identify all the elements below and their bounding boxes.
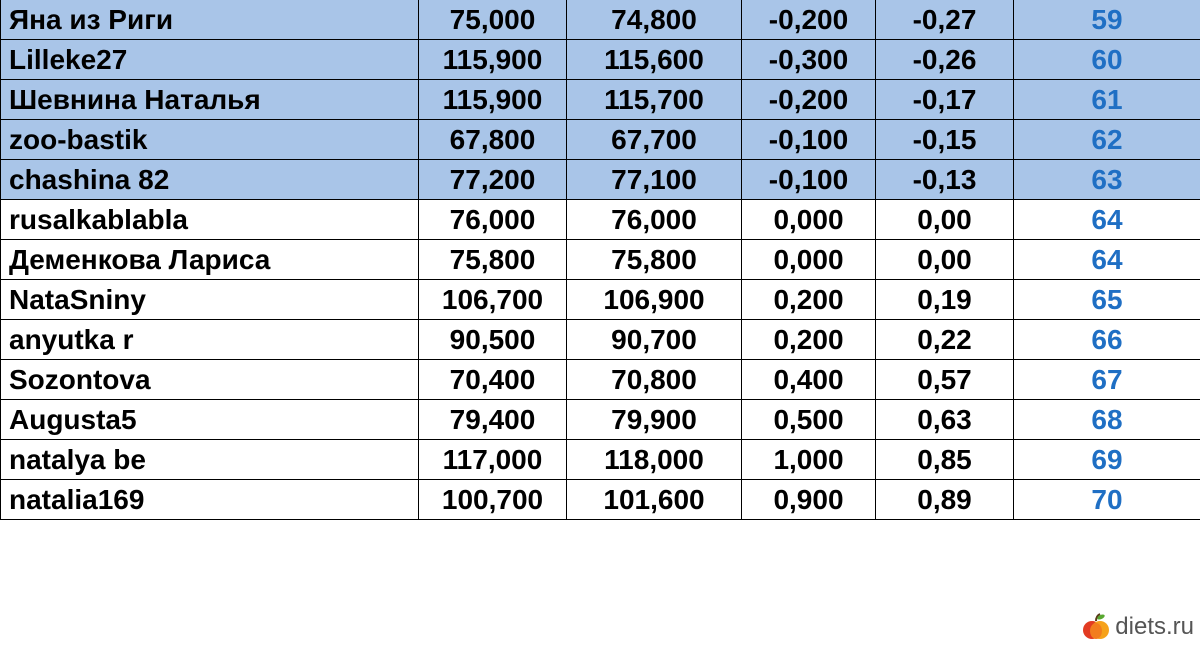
current-weight-cell: 115,700 [567, 80, 742, 120]
start-weight-cell: 75,000 [419, 0, 567, 40]
table-row [1, 0, 1200, 40]
name-cell: anyutka r [1, 320, 419, 360]
table-row [1, 40, 1200, 80]
weight-change-cell: -0,200 [742, 80, 876, 120]
rank-cell: 63 [1014, 160, 1200, 200]
current-weight-cell: 75,800 [567, 240, 742, 280]
start-weight-cell: 79,400 [419, 400, 567, 440]
start-weight-cell: 67,800 [419, 120, 567, 160]
weight-change-cell: 0,200 [742, 280, 876, 320]
name-cell: Sozontova [1, 360, 419, 400]
start-weight-cell: 115,900 [419, 40, 567, 80]
percent-change-cell: 0,00 [876, 200, 1014, 240]
percent-change-cell: -0,26 [876, 40, 1014, 80]
table-row [1, 400, 1200, 440]
weight-change-cell: 0,000 [742, 200, 876, 240]
rank-cell: 61 [1014, 80, 1200, 120]
percent-change-cell: 0,63 [876, 400, 1014, 440]
start-weight-cell: 70,400 [419, 360, 567, 400]
percent-change-cell: -0,15 [876, 120, 1014, 160]
name-cell: Augusta5 [1, 400, 419, 440]
name-cell: Шевнина Наталья [1, 80, 419, 120]
table-row [1, 120, 1200, 160]
weight-change-cell: 0,900 [742, 480, 876, 520]
weight-change-cell: 1,000 [742, 440, 876, 480]
rank-cell: 62 [1014, 120, 1200, 160]
weight-change-cell: 0,200 [742, 320, 876, 360]
name-cell: zoo-bastik [1, 120, 419, 160]
rank-cell: 66 [1014, 320, 1200, 360]
start-weight-cell: 117,000 [419, 440, 567, 480]
weight-change-cell: 0,400 [742, 360, 876, 400]
start-weight-cell: 75,800 [419, 240, 567, 280]
rank-cell: 68 [1014, 400, 1200, 440]
rank-cell: 65 [1014, 280, 1200, 320]
name-cell: NataSniny [1, 280, 419, 320]
rank-cell: 69 [1014, 440, 1200, 480]
start-weight-cell: 77,200 [419, 160, 567, 200]
percent-change-cell: 0,89 [876, 480, 1014, 520]
table-row [1, 280, 1200, 320]
percent-change-cell: -0,27 [876, 0, 1014, 40]
start-weight-cell: 90,500 [419, 320, 567, 360]
table-body [1, 0, 1200, 520]
site-watermark [1081, 612, 1194, 642]
percent-change-cell: -0,13 [876, 160, 1014, 200]
weight-change-cell: -0,100 [742, 160, 876, 200]
name-cell: chashina 82 [1, 160, 419, 200]
current-weight-cell: 118,000 [567, 440, 742, 480]
name-cell: Lilleke27 [1, 40, 419, 80]
current-weight-cell: 76,000 [567, 200, 742, 240]
weight-change-cell: -0,300 [742, 40, 876, 80]
rank-cell: 59 [1014, 0, 1200, 40]
start-weight-cell: 76,000 [419, 200, 567, 240]
current-weight-cell: 70,800 [567, 360, 742, 400]
percent-change-cell: 0,19 [876, 280, 1014, 320]
current-weight-cell: 77,100 [567, 160, 742, 200]
percent-change-cell: 0,85 [876, 440, 1014, 480]
percent-change-cell: 0,57 [876, 360, 1014, 400]
name-cell: natalia169 [1, 480, 419, 520]
watermark-text: diets.ru [1115, 613, 1194, 640]
percent-change-cell: 0,22 [876, 320, 1014, 360]
start-weight-cell: 106,700 [419, 280, 567, 320]
start-weight-cell: 100,700 [419, 480, 567, 520]
weight-change-cell: -0,100 [742, 120, 876, 160]
table-row [1, 480, 1200, 520]
table-row [1, 240, 1200, 280]
table-row [1, 360, 1200, 400]
current-weight-cell: 106,900 [567, 280, 742, 320]
rank-cell: 67 [1014, 360, 1200, 400]
weight-change-cell: -0,200 [742, 0, 876, 40]
name-cell: Яна из Риги [1, 0, 419, 40]
table-row [1, 160, 1200, 200]
table-row [1, 80, 1200, 120]
percent-change-cell: 0,00 [876, 240, 1014, 280]
start-weight-cell: 115,900 [419, 80, 567, 120]
current-weight-cell: 101,600 [567, 480, 742, 520]
current-weight-cell: 90,700 [567, 320, 742, 360]
rank-cell: 70 [1014, 480, 1200, 520]
weight-change-cell: 0,500 [742, 400, 876, 440]
weight-change-cell: 0,000 [742, 240, 876, 280]
rank-cell: 64 [1014, 200, 1200, 240]
percent-change-cell: -0,17 [876, 80, 1014, 120]
name-cell: rusalkablabla [1, 200, 419, 240]
current-weight-cell: 67,700 [567, 120, 742, 160]
rank-cell: 64 [1014, 240, 1200, 280]
table-row [1, 200, 1200, 240]
current-weight-cell: 74,800 [567, 0, 742, 40]
current-weight-cell: 79,900 [567, 400, 742, 440]
apple-icon [1081, 612, 1111, 642]
name-cell: natalya be [1, 440, 419, 480]
table-row [1, 320, 1200, 360]
name-cell: Деменкова Лариса [1, 240, 419, 280]
table-row [1, 440, 1200, 480]
rank-cell: 60 [1014, 40, 1200, 80]
current-weight-cell: 115,600 [567, 40, 742, 80]
